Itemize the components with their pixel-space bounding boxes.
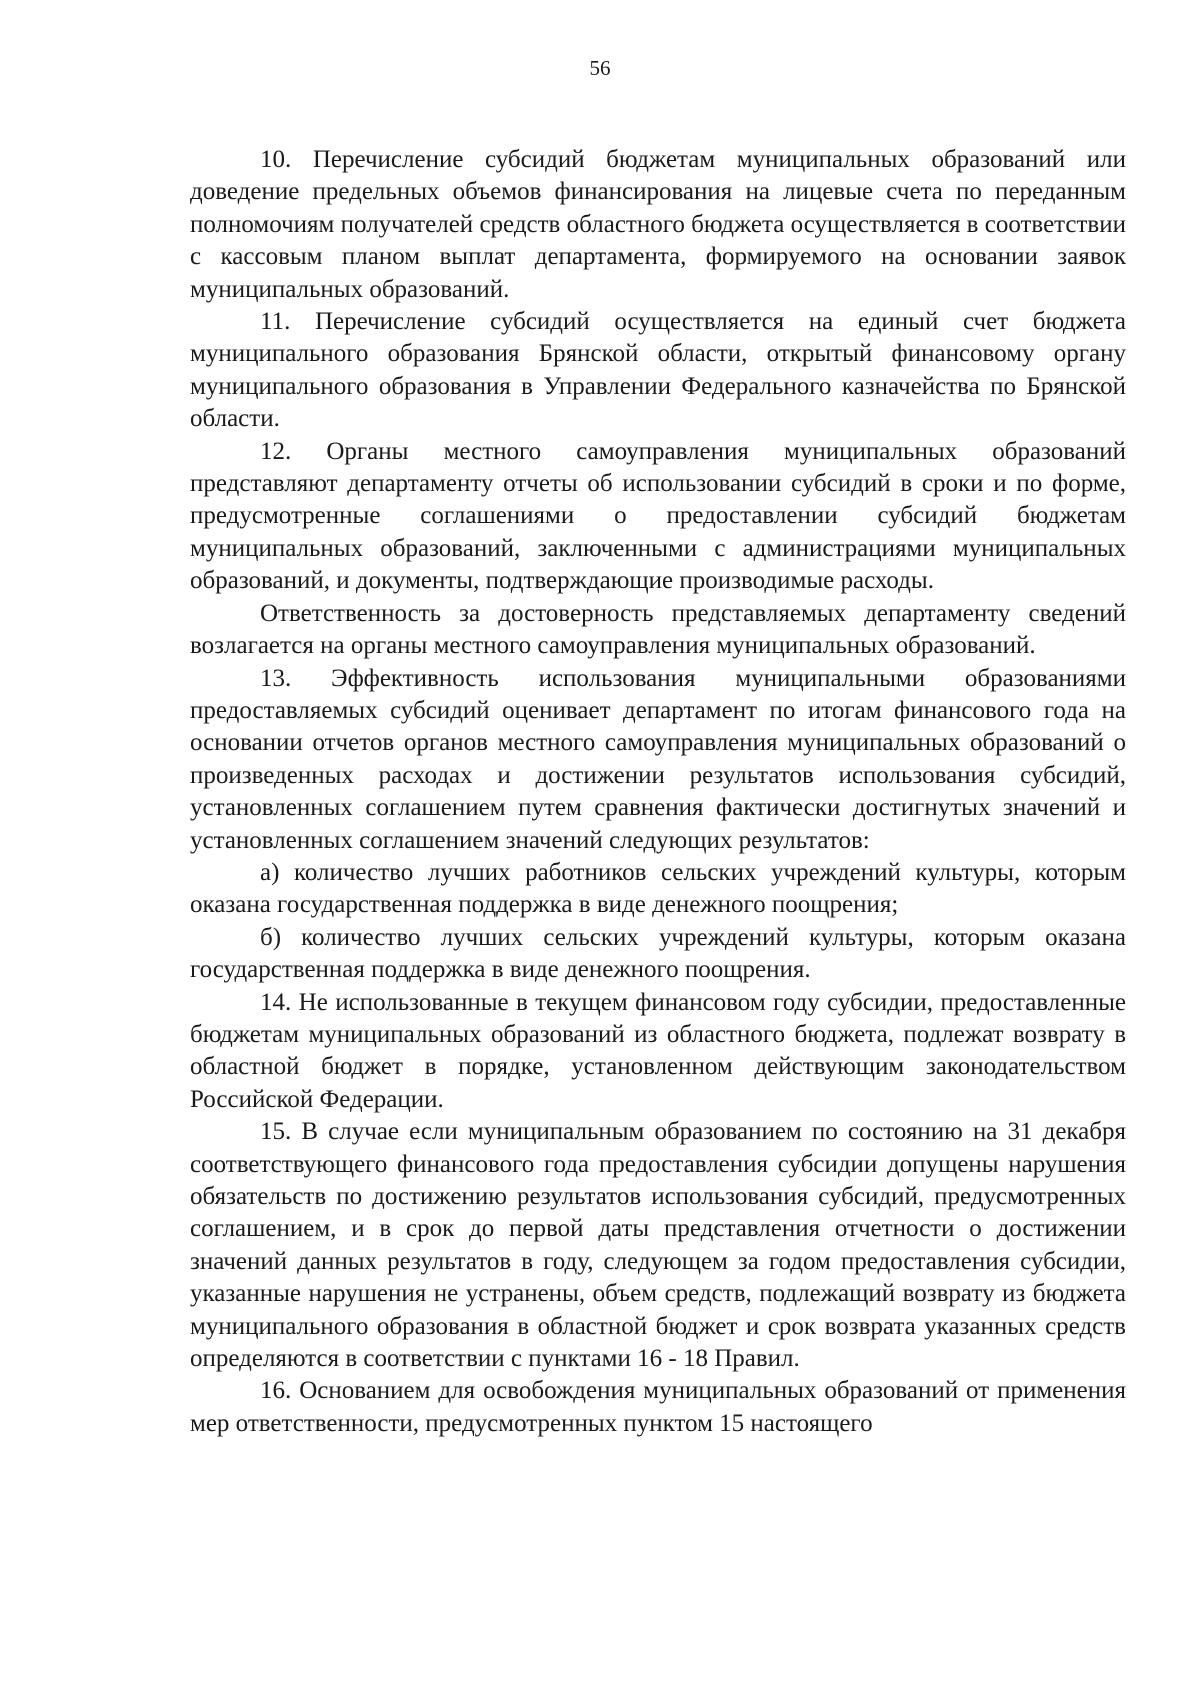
paragraph-16: 16. Основанием для освобождения муниципальных образований от применения мер ответственности, предусмотренных пунктом 15 настоящего <box>190 1377 1126 1437</box>
paragraph-10: 10. Перечисление субсидий бюджетам муниципальных образований или доведение предельных объемов финансирования на лицевые счета по переданным полномочиям получателей средств областного бюджета осуществляется в соответствии с кассовым планом выплат департамента, формируемого на основании заявок муниципальных образований. <box>190 146 1126 303</box>
paragraph-14: 14. Не использованные в текущем финансовом году субсидии, предоставленные бюджетам муниципальных образований из областного бюджета, подлежат возврату в областной бюджет в порядке, установленном действующим законодательством Российской Федерации. <box>190 988 1126 1113</box>
document-body <box>190 144 1126 1440</box>
paragraph-12: 12. Органы местного самоуправления муниципальных образований представляют департаменту отчеты об использовании субсидий в сроки и по форме, предусмотренные соглашениями о предоставлении субсидий бюджетам муниципальных образований, заключенными с администрациями муниципальных образований, и документы, подтверждающие производимые расходы. <box>190 437 1126 595</box>
page-number: 56 <box>589 56 611 80</box>
paragraph-responsibility: Ответственность за достоверность представляемых департаменту сведений возлагается на органы местного самоуправления муниципальных образований. <box>190 599 1126 660</box>
paragraph-15: 15. В случае если муниципальным образованием по состоянию на 31 декабря соответствующего финансового года предоставления субсидии допущены нарушения обязательств по достижению результатов использования субсидий, предусмотренных соглашением, и в срок до первой даты представления отчетности о достижении значений данных результатов в году, следующем за годом предоставления субсидии, указанные нарушения не устранены, объем средств, подлежащий возврату из бюджета муниципального образования в областной бюджет и срок возврата указанных средств определяются в соответствии с пунктами 16 - 18 Правил. <box>190 1118 1126 1373</box>
paragraph-13-b: б) количество лучших сельских учреждений культуры, которым оказана государственная поддержка в виде денежного поощрения. <box>190 923 1126 984</box>
paragraph-11: 11. Перечисление субсидий осуществляется на единый счет бюджета муниципального образования Брянской области, открытый финансовому органу муниципального образования в Управлении Федерального казначейства по Брянской области. <box>190 308 1126 433</box>
paragraph-13-a: а) количество лучших работников сельских учреждений культуры, которым оказана государственная поддержка в виде денежного поощрения; <box>190 858 1126 919</box>
paragraph-13: 13. Эффективность использования муниципальными образованиями предоставляемых субсидий оценивает департамент по итогам финансового года на основании отчетов органов местного самоуправления муниципальных образований о произведенных расходах и достижении результатов использования субсидий, установленных соглашением путем сравнения фактически достигнутых значений и установленных соглашением значений следующих результатов: <box>190 664 1126 854</box>
